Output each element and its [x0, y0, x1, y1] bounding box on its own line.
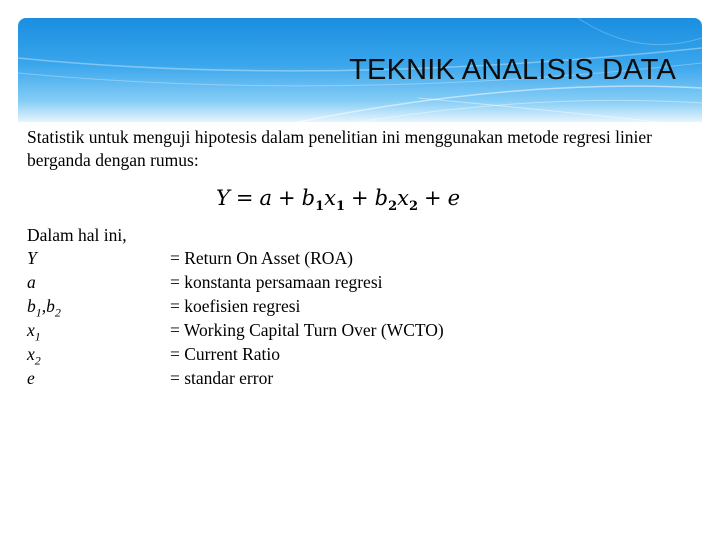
formula-e: e [447, 186, 461, 210]
intro-paragraph: Statistik untuk menguji hipotesis dalam penelitian ini menggunakan metode regresi linier berganda dengan rumus: [27, 127, 653, 170]
regression-formula [216, 186, 460, 214]
formula-plus-3: + [424, 186, 442, 210]
header-banner [18, 18, 702, 122]
definition-symbol [27, 320, 41, 345]
symbol-sub: 2 [34, 353, 41, 368]
symbol-sub: 1 [35, 305, 42, 320]
formula-b1: b [301, 186, 316, 210]
symbol-main: b [27, 296, 36, 316]
definition-symbol [27, 296, 61, 321]
definition-description: = konstanta persamaan regresi [170, 272, 383, 292]
symbol-main: x [27, 320, 35, 340]
definition-symbol: a [27, 272, 36, 292]
formula-b1-sub: 1 [315, 199, 325, 215]
definition-symbol: e [27, 368, 35, 388]
definition-description: = Current Ratio [170, 344, 280, 364]
formula-x2: x [397, 186, 409, 210]
definition-symbol [27, 344, 41, 369]
page-title: TEKNIK ANALISIS DATA [349, 54, 676, 86]
definition-description: = standar error [170, 368, 274, 388]
formula-equals: = [235, 186, 254, 210]
formula-b2: b [374, 186, 389, 210]
formula-lhs: Y [216, 186, 230, 210]
formula-x1: x [324, 186, 336, 210]
definitions-intro: Dalam hal ini, [27, 225, 127, 245]
formula-plus-1: + [278, 186, 296, 210]
formula-x1-sub: 1 [335, 199, 346, 215]
definition-description: = Return On Asset (ROA) [170, 248, 353, 268]
symbol-sub: 2 [54, 305, 61, 320]
formula-a: a [259, 186, 273, 210]
symbol-sep: ,b [41, 296, 55, 316]
definition-description: = Working Capital Turn Over (WCTO) [170, 320, 444, 340]
symbol-sub: 1 [34, 329, 41, 344]
definition-symbol: Y [27, 248, 37, 268]
definition-description: = koefisien regresi [170, 296, 301, 316]
formula-plus-2: + [351, 186, 369, 210]
formula-b2-sub: 2 [388, 199, 398, 215]
symbol-main: x [27, 344, 35, 364]
formula-x2-sub: 2 [408, 199, 419, 215]
